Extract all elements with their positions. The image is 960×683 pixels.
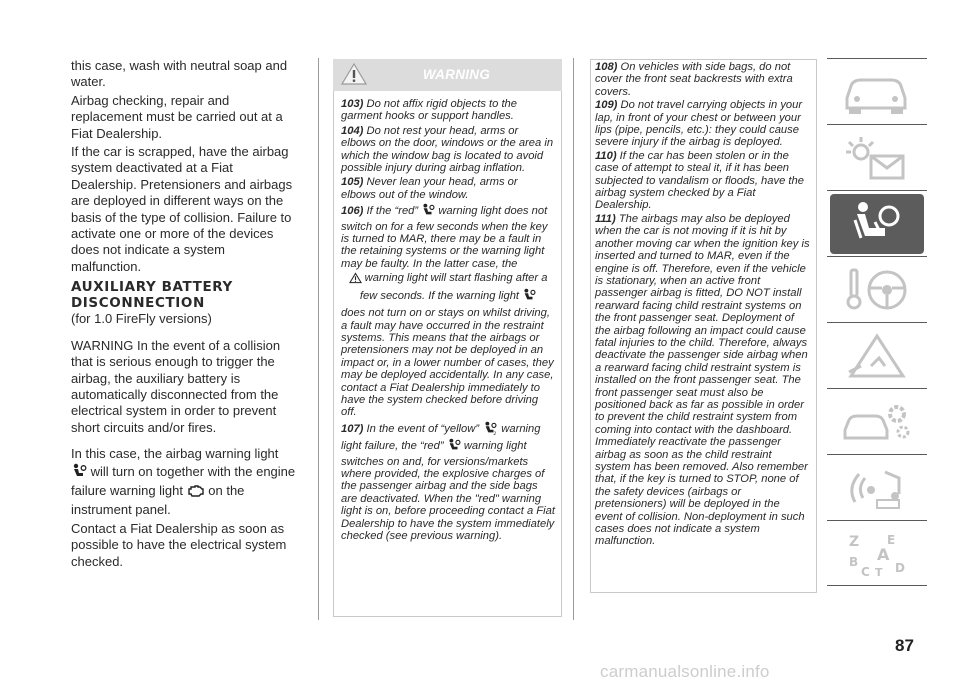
sidebar-item-index[interactable] xyxy=(827,520,927,586)
warning-item xyxy=(341,176,555,201)
emergency-triangle-icon xyxy=(841,332,913,380)
warning-header xyxy=(333,59,562,91)
chapter-sidebar xyxy=(827,58,927,586)
item-text: The airbags may also be deployed when the car is not moving if it is hit by another moving car when the ignition key is inserted and turned to MAR, even if the engine is off. Therefore, even if the vehicle is stationary, when an active front passenger airbag is fitted, DO NOT install rearward facing child restraint systems on the front passenger seat. Deployment of the airbag following an impact could cause fatal injuries to the child. Therefore, always deactivate the passenger side airbag when a rearward facing child restraint system is installed on the front passenger seat. The front passenger seat must also be positioned back as far as possible in order to prevent the child restraint system from coming into contact with the dashboard. Immediately reactivate the passenger airbag as soon as the child restraint system has been removed. Also remember that, if the key is turned to STOP, none of the safety devices (airbags or pretensioners) will be deployed in the event of collision. Non-deployment in such cases does not indicate a system malfunction. xyxy=(595,212,810,548)
item-text: If the “red” xyxy=(366,205,419,218)
item-number: 105) xyxy=(341,176,364,189)
car-icon xyxy=(841,68,913,116)
warning-item-106 xyxy=(341,203,555,270)
item-text: Do not travel carrying objects in your lap, in front of your chest or between your lips (pipe, pencils, etc.): they could cause severe injury if the airbag is deployed. xyxy=(595,99,803,149)
warning-item-107 xyxy=(341,421,555,543)
svg-text:B: B xyxy=(849,555,859,569)
text-airbag-light-b: will turn on together with the engine failure warning light xyxy=(71,463,296,498)
warning-title: WARNING xyxy=(422,67,491,82)
warning-item-106-cont xyxy=(341,272,555,305)
sidebar-item-starting-driving[interactable] xyxy=(827,256,927,322)
item-number: 109) xyxy=(595,99,618,112)
item-text: In the event of “yellow” xyxy=(366,422,480,435)
column-divider xyxy=(573,58,574,620)
warning-item xyxy=(341,125,555,175)
airbag-warning-light-icon xyxy=(522,288,536,305)
svg-text:A: A xyxy=(877,545,890,564)
right-text-column xyxy=(590,59,817,593)
item-text: On vehicles with side bags, do not cover the front seat backrests with extra covers. xyxy=(595,61,793,98)
item-text: warning light failure, the “red” xyxy=(341,422,541,453)
sidebar-item-emergency[interactable] xyxy=(827,322,927,388)
item-text: Never lean your head, arms or elbows out of the window. xyxy=(341,176,518,201)
svg-text:T: T xyxy=(875,566,883,578)
sidebar-item-safety[interactable] xyxy=(827,190,927,256)
item-text: warning light does not switch on for a few seconds when the key is turned to MAR, there may be a fault in the retaining systems or the warning light may be faulty. In the latter case, the xyxy=(341,205,548,270)
warning-item xyxy=(595,61,810,98)
warning-item xyxy=(595,150,810,212)
paragraph-warning-battery: WARNING In the event of a collision that is serious enough to trigger the airbag, the auxiliary battery is automatically disconnected from the electrical system in order to prevent short circuits and/or fires. xyxy=(71,337,281,435)
warning-lights-icon xyxy=(841,134,913,182)
item-number: 103) xyxy=(341,98,364,110)
sidebar-item-multimedia[interactable] xyxy=(827,454,927,520)
sidebar-item-car[interactable] xyxy=(827,58,927,124)
paragraph-wash: this case, wash with neutral soap and water. xyxy=(71,58,288,90)
engine-failure-light-icon xyxy=(187,484,205,502)
item-text: warning light switches on and, for versions/markets where provided, the explosive charges of the passenger airbag and the side bags are deactivated. When the "red" warning light is on, before proceeding contact a Fiat Dealership to have the system immediately checked (see previous warning). xyxy=(341,440,555,542)
airbag-warning-light-icon xyxy=(421,203,435,220)
item-text: Do not affix rigid objects to the garment hooks or support handles. xyxy=(341,98,518,123)
warning-body xyxy=(333,91,562,617)
svg-text:E: E xyxy=(887,533,896,547)
item-number: 110) xyxy=(595,149,617,162)
text-airbag-light-a: In this case, the airbag warning light xyxy=(71,446,279,462)
sidebar-item-warning-lights[interactable] xyxy=(827,124,927,190)
item-number: 108) xyxy=(595,61,618,73)
warning-item xyxy=(341,98,555,123)
warning-triangle-icon xyxy=(349,272,362,287)
paragraph-contact-dealer: Contact a Fiat Dealership as soon as possible to have the electrical system checked. xyxy=(71,520,287,569)
svg-text:D: D xyxy=(895,561,905,575)
svg-text:2: 2 xyxy=(493,431,497,435)
seated-person-airbag-icon xyxy=(841,200,913,248)
left-column xyxy=(71,58,297,572)
item-number: 106) xyxy=(341,205,364,218)
watermark: carmanualsonline.info xyxy=(600,662,770,681)
airbag-warning-light-icon xyxy=(447,438,461,455)
maintenance-car-gears-icon xyxy=(841,398,913,446)
column-divider xyxy=(318,58,319,620)
svg-text:Z: Z xyxy=(849,534,860,550)
paragraph-airbag-light xyxy=(71,446,297,519)
page-number: 87 xyxy=(895,636,914,655)
sidebar-item-maintenance[interactable] xyxy=(827,388,927,454)
paragraph-scrapped: If the car is scrapped, have the airbag system deactivated at a Fiat Dealership. Pretensioners and airbags are deployed in different ways on the basis of the type of collision. Failure to activate one or more of the devices does not indicate a system malfunction. xyxy=(71,144,293,274)
alphabetical-index-icon xyxy=(841,530,913,578)
warning-item-106-end xyxy=(341,307,555,419)
text-airbag-light-c: on the instrument panel. xyxy=(71,482,245,518)
item-text: warning light will start flashing after a few seconds. If the warning light xyxy=(359,272,548,302)
item-number: 107) xyxy=(341,422,364,435)
key-steering-wheel-icon xyxy=(841,266,913,314)
item-text: does not turn on or stays on whilst driving, a fault may have occurred in the restraint systems. This means that the airbags or pretensioners may not be deployed in an impact or, in a lower number of cases, they may be deployed accidentally. In any case, contact a Fiat Dealership immediately to have the system checked before driving off. xyxy=(341,307,554,419)
item-number: 111) xyxy=(595,212,616,225)
item-number: 104) xyxy=(341,124,364,137)
paragraph-airbag-checking: Airbag checking, repair and replacement must be carried out at a Fiat Dealership. xyxy=(71,92,283,141)
item-text: Do not rest your head, arms or elbows on the door, windows or the area in which the window bag is located to avoid possible injury during airbag inflation. xyxy=(341,124,554,175)
warning-item xyxy=(595,213,810,548)
section-heading: AUXILIARY BATTERY DISCONNECTION xyxy=(71,279,233,312)
section-subheading: (for 1.0 FireFly versions) xyxy=(71,311,212,327)
multimedia-icon xyxy=(841,464,913,512)
svg-text:C: C xyxy=(861,565,870,578)
airbag-warning-light-icon xyxy=(71,463,87,483)
passenger-airbag-off-icon xyxy=(482,421,498,438)
warning-item xyxy=(595,99,810,149)
item-text: If the car has been stolen or in the case of attempt to steal it, if it has been subjected to vandalism or floods, have the airbag system checked by a Fiat Dealership. xyxy=(595,149,804,212)
warning-box xyxy=(333,59,562,617)
